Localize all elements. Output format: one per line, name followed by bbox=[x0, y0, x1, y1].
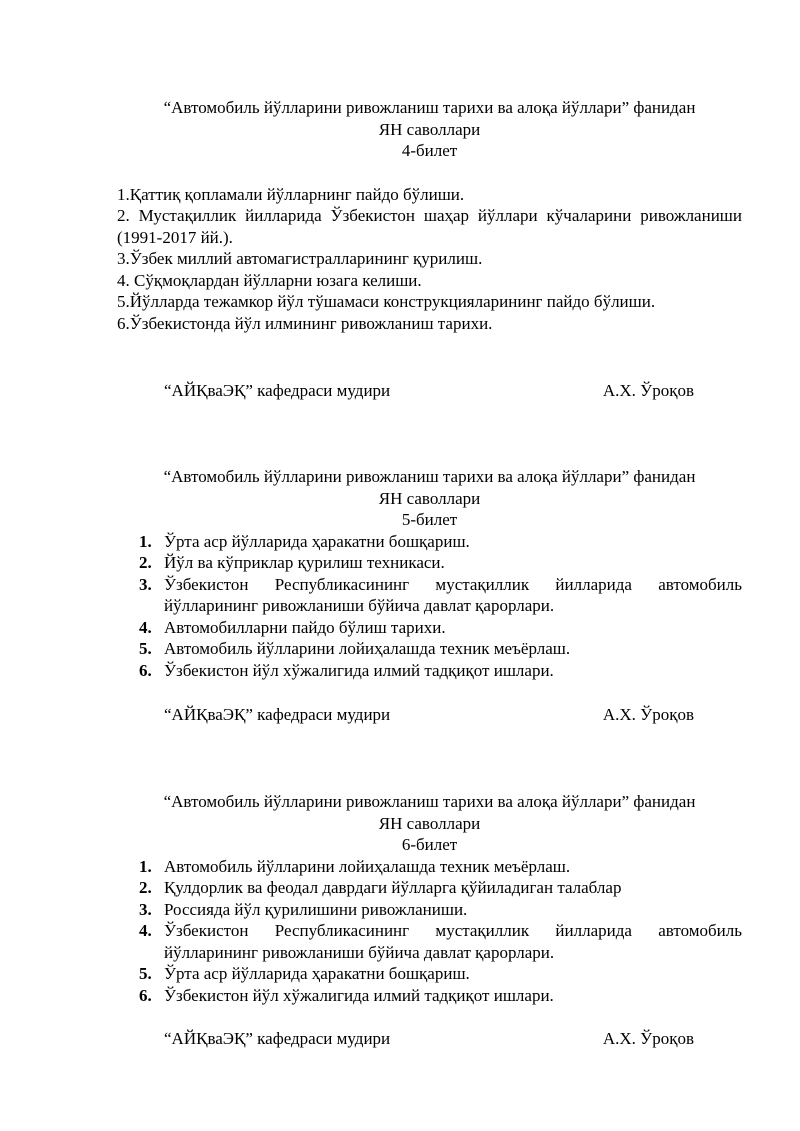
question-item bbox=[117, 617, 742, 639]
question-number: 3. bbox=[139, 899, 152, 919]
questions-subtitle: ЯН саволлари bbox=[378, 488, 481, 508]
question-text: Автомобиль йўлларини лойиҳалашда техник меъёрлаш. bbox=[164, 856, 571, 876]
question-text: Автомобилларни пайдо бўлиш тарихи. bbox=[164, 617, 446, 637]
ticket-4 bbox=[117, 97, 742, 334]
ticket-heading bbox=[117, 466, 742, 531]
signature-role: “АЙҚваЭҚ” кафедраси мудири bbox=[164, 1029, 391, 1048]
question-number: 3. bbox=[139, 574, 152, 594]
question-number: 6. bbox=[139, 660, 152, 680]
questions-subtitle: ЯН саволлари bbox=[378, 119, 481, 139]
question-list bbox=[117, 856, 742, 1007]
question-item: 1.Қаттиқ қопламали йўлларнинг пайдо бўлиши. bbox=[117, 184, 465, 204]
question-number: 5. bbox=[139, 964, 152, 983]
question-text: Автомобиль йўлларини лойиҳалашда техник меъёрлаш. bbox=[164, 639, 571, 658]
question-number: 4. bbox=[139, 921, 152, 940]
question-item: 3.Ўзбек миллий автомагистралларининг қурилиш. bbox=[117, 249, 483, 268]
question-number: 1. bbox=[139, 531, 152, 551]
question-text: Ўрта аср йўлларида ҳаракатни бошқариш. bbox=[164, 531, 470, 551]
question-number: 2. bbox=[139, 878, 152, 897]
question-item: 4. Сўқмоқлардан йўлларни юзага келиши. bbox=[117, 270, 422, 290]
question-item: 5.Йўлларда тежамкор йўл тўшамаси конструкцияларининг пайдо бўлиши. bbox=[117, 292, 656, 311]
signature-role: “АЙҚваЭҚ” кафедраси мудири bbox=[164, 381, 391, 400]
signature-name: А.Х. Ўроқов bbox=[602, 705, 694, 724]
question-item bbox=[117, 531, 742, 553]
question-list bbox=[117, 184, 742, 335]
course-title: “Автомобиль йўлларини ривожланиш тарихи ва алоқа йўллари” фанидан bbox=[163, 98, 696, 117]
ticket-number: 4-билет bbox=[401, 141, 458, 160]
question-number: 5. bbox=[139, 639, 152, 658]
question-text: Ўрта аср йўлларида ҳаракатни бошқариш. bbox=[164, 964, 470, 983]
question-number: 1. bbox=[139, 856, 152, 876]
question-text: Ўзбекистон йўл хўжалигида илмий тадқиқот ишлари. bbox=[164, 660, 554, 680]
ticket-number: 5-билет bbox=[401, 510, 458, 529]
ticket-heading bbox=[117, 791, 742, 856]
course-title: “Автомобиль йўлларини ривожланиш тарихи ва алоқа йўллари” фанидан bbox=[163, 467, 696, 486]
question-list bbox=[117, 531, 742, 682]
ticket-6 bbox=[117, 791, 742, 1006]
question-item: 2. Мустақиллик йилларида Ўзбекистон шаҳар йўллари кўчаларини ривожланиши (1991-2017 йй.). bbox=[117, 206, 742, 247]
ticket-number: 6-билет bbox=[401, 835, 458, 854]
question-text: Ўзбекистон йўл хўжалигида илмий тадқиқот ишлари. bbox=[164, 985, 554, 1005]
course-title: “Автомобиль йўлларини ривожланиш тарихи ва алоқа йўллари” фанидан bbox=[163, 792, 696, 811]
question-item bbox=[117, 856, 742, 878]
question-number: 2. bbox=[139, 553, 152, 572]
question-number: 4. bbox=[139, 617, 152, 637]
question-item bbox=[117, 963, 742, 985]
question-text: Қулдорлик ва феодал даврдаги йўлларга қўйиладиган талаблар bbox=[164, 878, 622, 897]
question-text: Россияда йўл қурилишини ривожланиши. bbox=[164, 899, 468, 919]
question-item bbox=[117, 877, 742, 899]
question-item bbox=[117, 574, 742, 617]
question-number: 6. bbox=[139, 985, 152, 1005]
ticket-heading bbox=[117, 97, 742, 162]
question-item bbox=[117, 552, 742, 574]
ticket-5 bbox=[117, 466, 742, 681]
question-text: Ўзбекистон Республикасининг мустақиллик йилларида автомобиль йўлларининг ривожланиши бўйича давлат қарорлари. bbox=[164, 921, 742, 962]
question-item bbox=[117, 920, 742, 963]
questions-subtitle: ЯН саволлари bbox=[378, 813, 481, 833]
signature-name: А.Х. Ўроқов bbox=[602, 381, 694, 400]
question-item: 6.Ўзбекистонда йўл илмининг ривожланиш тарихи. bbox=[117, 313, 493, 333]
question-text: Йўл ва кўприклар қурилиш техникаси. bbox=[164, 553, 445, 572]
question-item bbox=[117, 660, 742, 682]
signature-role: “АЙҚваЭҚ” кафедраси мудири bbox=[164, 705, 391, 724]
question-text: Ўзбекистон Республикасининг мустақиллик йилларида автомобиль йўлларининг ривожланиши бўйича давлат қарорлари. bbox=[164, 574, 742, 615]
question-item bbox=[117, 638, 742, 660]
question-item bbox=[117, 899, 742, 921]
question-item bbox=[117, 985, 742, 1007]
signature-name: А.Х. Ўроқов bbox=[602, 1029, 694, 1048]
